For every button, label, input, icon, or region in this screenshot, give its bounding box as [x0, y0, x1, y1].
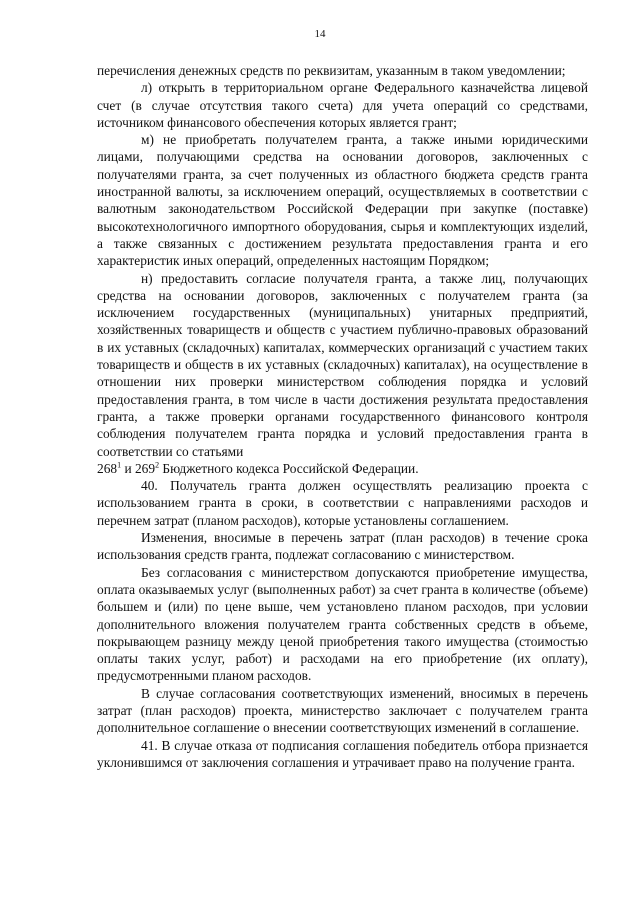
- page-number: 14: [314, 28, 326, 40]
- paragraph-n-consent-to-audit: [97, 270, 588, 478]
- paragraph-41-refusal-to-sign: 41. В случае отказа от подписания соглашения победитель отбора признается уклонившимся от заключения соглашения и утрачивает право на получение гранта.: [97, 737, 588, 770]
- paragraph-additional-agreement: В случае согласования соответствующих изменений, вносимых в перечень затрат (план расходов) проекта, министерство заключает с получателем гранта дополнительное соглашение о внесении соответствующих изменений в соглашение.: [97, 685, 588, 736]
- paragraph-l-treasury-account: л) открыть в территориальном органе Федерального казначейства лицевой счет (в случае отсутствия такого счета) для учета операций со средствами, источником финансового обеспечения которых является грант;: [97, 80, 588, 130]
- paragraph-40-project-implementation: 40. Получатель гранта должен осуществлять реализацию проекта с использованием гранта в сроки, в соответствии с направлениями расходов и перечнем затрат (планом расходов), которые установлены соглашением.: [97, 478, 588, 528]
- article-reference: $268^1$ и $269^2$ Бюджетного кодекса Российской Федерации.: [97, 460, 419, 476]
- paragraph-payment-requisites: перечисления денежных средств по реквизитам, указанным в таком уведомлении;: [97, 63, 566, 78]
- paragraph-without-approval: Без согласования с министерством допускаются приобретение имущества, оплата оказываемых услуг (выполненных работ) за счет гранта в количестве (объеме) большем и (или) по цене выше, чем установлено планом расходов, при условии дополнительного вложения получателем гранта собственных средств в объеме, покрывающем разницу между ценой приобретения такого имущества (стоимостью оплаты таких услуг, работ) и расходами на его приобретение (их оплату), предусмотренными планом расходов.: [97, 564, 588, 684]
- paragraph-n-text: н) предоставить согласие получателя гранта, а также лиц, получающих средства на основании договоров, заключенных с получателем гранта (за исключением государственных (муниципальных) унитарных предприятий, хозяйственных товариществ и обществ с участием публично-правовых образований в их уставных (складочных) капиталах, коммерческих организаций с участием таких товариществ и обществ в их уставных (складочных) капиталах), на осуществление в отношении них проверки министерством соблюдения порядка и условий предоставления гранта, в том числе в части достижения результата предоставления гранта, а также проверки органами государственного финансового контроля соблюдения получателем гранта порядка и условий предоставления гранта в соответствии со статьями: [97, 270, 588, 459]
- document-body: [97, 62, 588, 771]
- paragraph-cost-changes-approval: Изменения, вносимые в перечень затрат (план расходов) в течение срока использования средств гранта, подлежат согласованию с министерством.: [97, 530, 588, 563]
- paragraph-m-foreign-currency: м) не приобретать получателем гранта, а также иными юридическими лицами, получающими средства на основании договоров, заключенных с получателями гранта, за счет полученных из областного бюджета средств гранта иностранной валюты, за исключением операций, осуществляемых в соответствии с валютным законодательством Российской Федерации при закупке (поставке) высокотехнологичного импортного оборудования, сырья и комплектующих изделий, а также связанных с достижением результата предоставления гранта и его характеристик иных операций, определенных настоящим Порядком;: [97, 132, 588, 269]
